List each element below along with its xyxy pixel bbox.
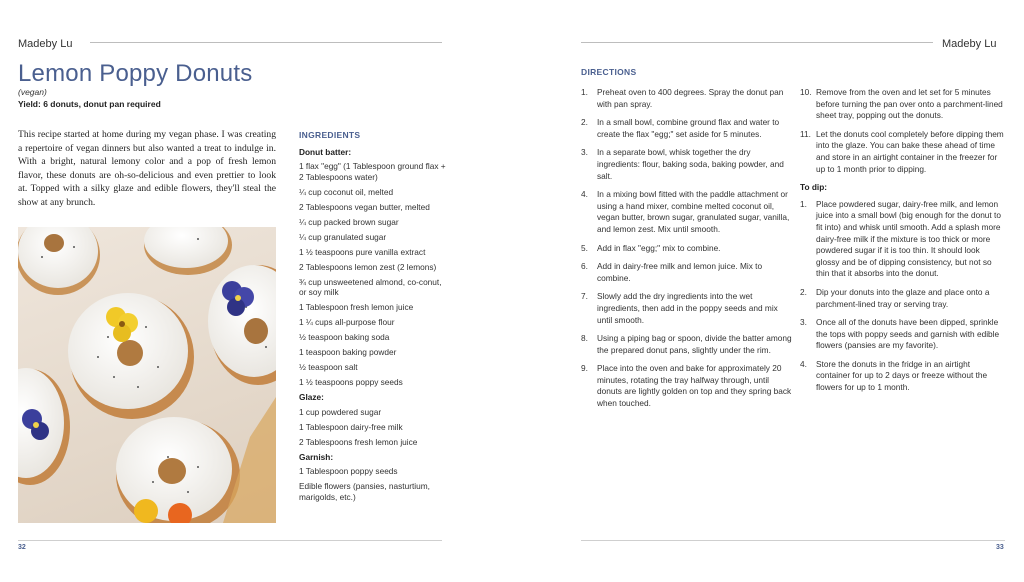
step-text: Dip your donuts into the glaze and place onto a parchment-lined tray or serving tray. bbox=[816, 286, 990, 309]
step-text: Let the donuts cool completely before dipping them into the glaze. You can bake these ahead of time and store in an airtight container in the freezer for up to 1 month prior to dipping. bbox=[816, 128, 1004, 174]
step-text: In a separate bowl, whisk together the dry ingredients: flour, baking soda, baking powder, and salt. bbox=[597, 147, 784, 181]
direction-step bbox=[800, 87, 1004, 122]
garnish-label: Garnish: bbox=[299, 451, 334, 462]
step-number: 8. bbox=[581, 333, 588, 344]
batter-label: Donut batter: bbox=[299, 146, 352, 157]
brand-script: by Lu bbox=[45, 38, 73, 50]
brand-text: Made bbox=[18, 38, 46, 50]
direction-step bbox=[581, 243, 793, 255]
step-number: 4. bbox=[800, 358, 807, 369]
header-rule-left bbox=[90, 42, 442, 43]
direction-step bbox=[581, 291, 793, 326]
step-number: 1. bbox=[581, 87, 588, 97]
footer-rule-left bbox=[18, 540, 442, 541]
header-rule-right bbox=[581, 42, 933, 43]
direction-step bbox=[581, 147, 793, 182]
step-number: 1. bbox=[800, 198, 807, 209]
donut-illustration bbox=[18, 227, 276, 523]
step-text: In a mixing bowl fitted with the paddle attachment or using a hand mixer, combine melted coconut oil, vegan butter, brown sugar, granulated sugar, vanilla, and lemon zest. Mix until smooth. bbox=[597, 189, 790, 234]
footer-rule-right bbox=[581, 540, 1005, 541]
step-number: 10. bbox=[800, 87, 812, 97]
page-number-right: 33 bbox=[996, 544, 1004, 551]
ingredient-item: 1 ½ teaspoons pure vanilla extract bbox=[299, 246, 426, 257]
step-number: 3. bbox=[800, 317, 807, 328]
brand-logo-left bbox=[18, 34, 72, 54]
recipe-subtitle: (vegan) bbox=[18, 87, 47, 97]
ingredients-list bbox=[299, 130, 449, 507]
ingredient-item: Edible flowers (pansies, nasturtium, marigolds, etc.) bbox=[299, 481, 430, 502]
ingredient-item: ¾ cup unsweetened almond, co-conut, or soy milk bbox=[299, 276, 442, 298]
step-number: 6. bbox=[581, 261, 588, 272]
ingredient-item: 2 Tablespoons vegan butter, melted bbox=[299, 201, 430, 212]
brand-logo-right bbox=[942, 34, 996, 54]
brand-script: by Lu bbox=[969, 38, 997, 50]
step-text: Add in dairy-free milk and lemon juice. Mix to combine. bbox=[597, 261, 763, 283]
step-text: Add in flax "egg;" mix to combine. bbox=[597, 242, 721, 253]
ingredient-item: 1 Tablespoon poppy seeds bbox=[299, 466, 398, 477]
ingredient-item: 1 ¼ cups all-purpose flour bbox=[299, 317, 395, 328]
right-page bbox=[512, 0, 1024, 582]
ingredient-item: 1 Tablespoon dairy-free milk bbox=[299, 421, 403, 432]
page-number-left: 32 bbox=[18, 544, 26, 551]
direction-step bbox=[581, 261, 793, 284]
ingredient-item: 2 Tablespoons lemon zest (2 lemons) bbox=[299, 261, 437, 272]
recipe-title: Lemon Poppy Donuts bbox=[18, 60, 253, 87]
ingredient-item: 1 Tablespoon fresh lemon juice bbox=[299, 302, 414, 313]
direction-step bbox=[581, 363, 793, 409]
ingredients-heading: INGREDIENTS bbox=[299, 130, 361, 140]
dip-step bbox=[800, 359, 1004, 394]
step-text: Place powdered sugar, dairy-free milk, and lemon juice into a small bowl (big enough for the donut to fit into) and whisk until smooth. Add a splash more dairy-free milk if the mixture is too thick or more powdered sugar if it is too thin. It should look glossy and be of dipping consistency, but not so thin that it absorbs into the donut. bbox=[816, 198, 1001, 279]
intro-paragraph: This recipe started at home during my vegan phase. I was creating a repertoire of vegan dinners but also wanted a treat to indulge in. With a bright, natural lemony color and a pop of fresh lemon flavor, these donuts are oh-so-delicious and even prettier to look at. Topped with a silky glaze and edible flowers, they'll steal the show at any brunch. bbox=[18, 129, 276, 208]
glaze-label: Glaze: bbox=[299, 392, 324, 403]
ingredient-item: 1 ½ teaspoons poppy seeds bbox=[299, 377, 403, 388]
step-number: 5. bbox=[581, 242, 588, 253]
donut-photo bbox=[18, 227, 276, 523]
ingredient-item: ¼ cup packed brown sugar bbox=[299, 216, 399, 227]
ingredient-item: 1 cup powdered sugar bbox=[299, 406, 382, 417]
brand-text: Made bbox=[942, 38, 970, 50]
recipe-yield: Yield: 6 donuts, donut pan required bbox=[18, 99, 161, 109]
step-text: Remove from the oven and let set for 5 minutes before turning the pan over onto a parchment-lined sheet tray, popping out the donuts. bbox=[816, 87, 1003, 121]
step-number: 4. bbox=[581, 189, 588, 200]
ingredient-item: ¼ cup granulated sugar bbox=[299, 231, 387, 242]
step-number: 7. bbox=[581, 291, 588, 302]
directions-column-2 bbox=[800, 87, 1004, 401]
step-text: In a small bowl, combine ground flax and water to create the flax "egg;" set aside for 5 minutes. bbox=[597, 117, 780, 139]
direction-step bbox=[581, 189, 793, 235]
dip-step bbox=[800, 199, 1004, 280]
direction-step bbox=[581, 117, 793, 140]
step-number: 2. bbox=[800, 286, 807, 297]
to-dip-label: To dip: bbox=[800, 182, 828, 193]
step-text: Store the donuts in the fridge in an airtight container for up to 2 days or freeze without the flowers for up to 1 month. bbox=[816, 358, 988, 393]
step-text: Place into the oven and bake for approximately 20 minutes, rotating the tray halfway through, until donuts are lightly golden on top and they spring back when touched. bbox=[597, 363, 792, 409]
direction-step bbox=[581, 87, 793, 110]
direction-step bbox=[581, 333, 793, 356]
step-text: Once all of the donuts have been dipped, sprinkle the tops with poppy seeds and garnish with edible flowers (pansies are my favorite). bbox=[816, 317, 1000, 351]
step-text: Preheat oven to 400 degrees. Spray the donut pan with pan spray. bbox=[597, 87, 784, 109]
ingredient-item: ¼ cup coconut oil, melted bbox=[299, 186, 394, 197]
step-text: Slowly add the dry ingredients into the wet ingredients, then add in the poppy seeds and mix until smooth. bbox=[597, 291, 778, 325]
direction-step bbox=[800, 129, 1004, 175]
ingredient-item: 1 flax "egg" (1 Tablespoon ground flax + 2 Tablespoons water) bbox=[299, 161, 446, 182]
step-number: 2. bbox=[581, 117, 588, 128]
step-text: Using a piping bag or spoon, divide the batter among the prepared donut pans, slightly under the rim. bbox=[597, 333, 792, 355]
step-number: 11. bbox=[800, 128, 811, 139]
ingredient-item: ½ teaspoon baking soda bbox=[299, 332, 390, 343]
ingredient-item: 1 teaspoon baking powder bbox=[299, 347, 397, 358]
step-number: 3. bbox=[581, 147, 588, 158]
step-number: 9. bbox=[581, 363, 588, 374]
dip-step bbox=[800, 287, 1004, 310]
ingredient-item: ½ teaspoon salt bbox=[299, 362, 358, 373]
directions-heading: DIRECTIONS bbox=[581, 67, 637, 77]
directions-column-1 bbox=[581, 87, 793, 417]
dip-step bbox=[800, 317, 1004, 352]
ingredient-item: 2 Tablespoons fresh lemon juice bbox=[299, 436, 418, 447]
